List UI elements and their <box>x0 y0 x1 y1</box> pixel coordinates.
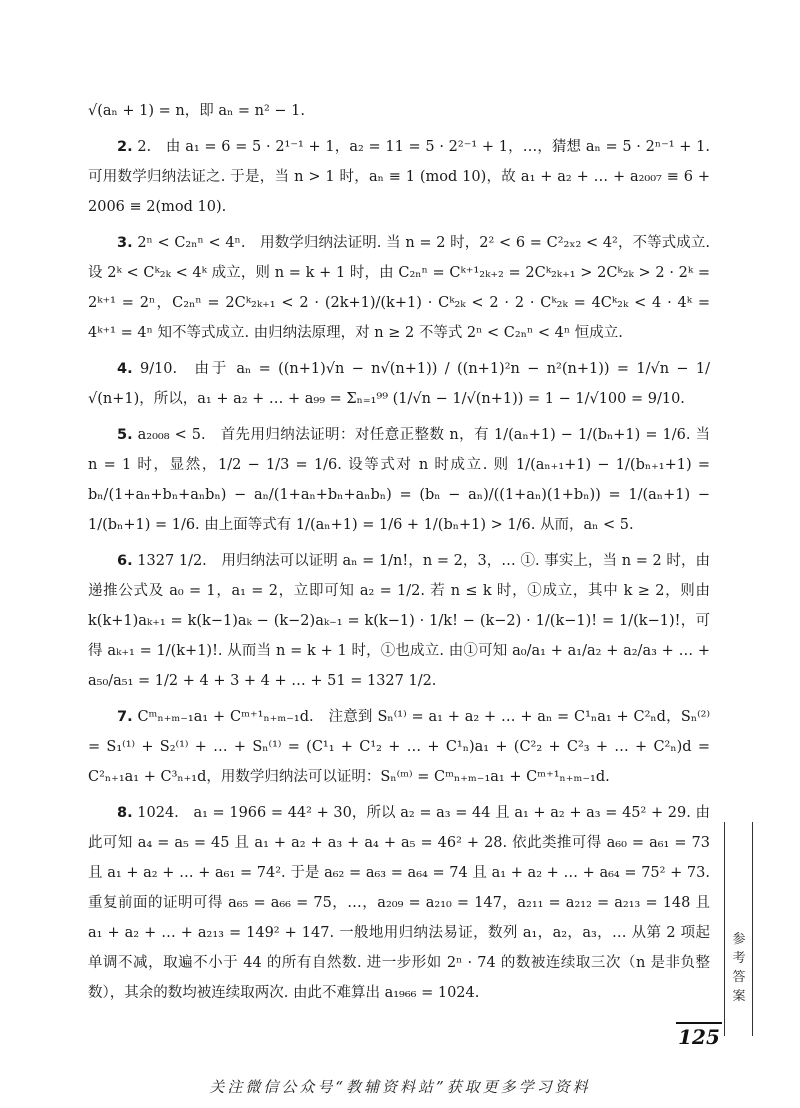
problem-text: 注意到 Sₙ⁽¹⁾ = a₁ + a₂ + … + aₙ = C¹ₙa₁ + C²ₙd，Sₙ⁽²⁾ = S₁⁽¹⁾ + S₂⁽¹⁾ + … + Sₙ⁽¹⁾ = (C¹₁ + C¹₂ + … + C¹ₙ)a₁ + (C²₂ + C²₃ + … + C²ₙ)d = C²ₙ₊₁a₁ + C³ₙ₊₁d，用数学归纳法可以证明：Sₙ⁽ᵐ⁾ = Cᵐₙ₊ₘ₋₁a₁ + Cᵐ⁺¹ₙ₊ₘ₋₁d. <box>88 709 711 785</box>
answer-section <box>88 96 710 1014</box>
problem-text: 用数学归纳法证明. 当 n = 2 时，2² < 6 = C²₂ₓ₂ < 4²，不等式成立. 设 2ᵏ < Cᵏ₂ₖ < 4ᵏ 成立，则 n = k + 1 时，由 C₂ₙⁿ = Cᵏ⁺¹₂ₖ₊₂ = 2Cᵏ₂ₖ₊₁ > 2Cᵏ₂ₖ > 2 · 2ᵏ = 2ᵏ⁺¹ = 2ⁿ，C₂ₙⁿ = 2Cᵏ₂ₖ₊₁ < 2 · (2k+1)/(k+1) · Cᵏ₂ₖ < 2 · 2 · Cᵏ₂ₖ = 4Cᵏ₂ₖ < 4 · 4ᵏ = 4ᵏ⁺¹ = 4ⁿ 知不等式成立. 由归纳法原理，对 n ≥ 2 不等式 2ⁿ < C₂ₙⁿ < 4ⁿ 恒成立. <box>88 235 711 341</box>
problem-4 <box>88 354 710 414</box>
problem-answer: 1327 1/2. <box>137 553 207 569</box>
side-divider-right <box>752 822 753 1036</box>
problem-5 <box>88 420 710 540</box>
problem-text: 由 a₁ = 6 = 5 · 2¹⁻¹ + 1，a₂ = 11 = 5 · 2²⁻¹ + 1，…，猜想 aₙ = 5 · 2ⁿ⁻¹ + 1. 可用数学归纳法证之. 于是，当 n > 1 时，aₙ ≡ 1 (mod 10)，故 a₁ + a₂ + … + a₂₀₀₇ ≡ 6 + 2006 ≡ 2(mod 10). <box>88 139 710 215</box>
page-number: 125 <box>676 1022 722 1050</box>
problem-number: 4. <box>117 361 133 377</box>
problem-text: 首先用归纳法证明：对任意正整数 n，有 1/(aₙ+1) − 1/(bₙ+1) = 1/6. 当 n = 1 时，显然，1/2 − 1/3 = 1/6. 设等式对 n 时成立. 则 1/(aₙ₊₁+1) − 1/(bₙ₊₁+1) = bₙ/(1+aₙ+bₙ+aₙbₙ) − aₙ/(1+aₙ+bₙ+aₙbₙ) = (bₙ − aₙ)/((1+aₙ)(1+bₙ)) = 1/(aₙ+1) − 1/(bₙ+1) = 1/6. 由上面等式有 1/(aₙ+1) = 1/6 + 1/(bₙ+1) > 1/6. 从而，aₙ < 5. <box>88 427 710 533</box>
problem-1-tail <box>88 96 710 126</box>
problem-2 <box>88 132 710 222</box>
section-side-label: 参考答案 <box>732 932 746 1004</box>
problem-text: √(aₙ + 1) = n，即 aₙ = n² − 1. <box>88 103 306 119</box>
problem-number: 3. <box>117 235 133 251</box>
problem-answer: Cᵐₙ₊ₘ₋₁a₁ + Cᵐ⁺¹ₙ₊ₘ₋₁d. <box>137 709 314 725</box>
problem-7 <box>88 702 710 792</box>
problem-number: 6. <box>117 553 133 569</box>
problem-text: a₁ = 1966 = 44² + 30，所以 a₂ = a₃ = 44 且 a₁ + a₂ + a₃ = 45² + 29. 由此可知 a₄ = a₅ = 45 且 a₁ + a₂ + a₃ + a₄ + a₅ = 46² + 28. 依此类推可得 a₆₀ = a₆₁ = 73 且 a₁ + a₂ + … + a₆₁ = 74². 于是 a₆₂ = a₆₃ = a₆₄ = 74 且 a₁ + a₂ + … + a₆₄ = 75² + 73. 重复前面的证明可得 a₆₅ = a₆₆ = 75，…，a₂₀₉ = a₂₁₀ = 147，a₂₁₁ = a₂₁₂ = a₂₁₃ = 148 且 a₁ + a₂ + … + a₂₁₃ = 149² + 147. 一般地用归纳法易证，数列 a₁，a₂，a₃，… 从第 2 项起单调不减，取遍不小于 44 的所有自然数. 进一步形如 2ⁿ · 74 的数被连续取三次（n 是非负整数），其余的数均被连续取两次. 由此不难算出 a₁₉₆₆ = 1024. <box>88 805 710 1001</box>
problem-answer: 1024. <box>137 805 179 821</box>
problem-6 <box>88 546 710 696</box>
problem-3 <box>88 228 710 348</box>
problem-answer: 2. <box>137 139 152 155</box>
problem-number: 2. <box>117 139 133 155</box>
problem-answer: 9/10. <box>139 361 178 377</box>
problem-text: 用归纳法可以证明 aₙ = 1/n!，n = 2，3，… ①. 事实上，当 n = 2 时，由递推公式及 a₀ = 1，a₁ = 2，立即可知 a₂ = 1/2. 若 n ≤ k 时，①成立，其中 k ≥ 2，则由 k(k+1)aₖ₊₁ = k(k−1)aₖ − (k−2)aₖ₋₁ = k(k−1) · 1/k! − (k−2) · 1/(k−1)! = 1/(k−1)!，可得 aₖ₊₁ = 1/(k+1)!. 从而当 n = k + 1 时，①也成立. 由①可知 a₀/a₁ + a₁/a₂ + a₂/a₃ + … + a₅₀/a₅₁ = 1/2 + 4 + 3 + 4 + … + 51 = 1327 1/2. <box>88 553 711 689</box>
problem-answer: 2ⁿ < C₂ₙⁿ < 4ⁿ. <box>137 235 246 251</box>
side-divider-left <box>724 822 725 1036</box>
problem-number: 5. <box>117 427 133 443</box>
footer-note: 关注微信公众号“教辅资料站”获取更多学习资料 <box>209 1078 591 1096</box>
problem-text: 由于 aₙ = ((n+1)√n − n√(n+1)) / ((n+1)²n − n²(n+1)) = 1/√n − 1/√(n+1)，所以，a₁ + a₂ + … + a₉₉ = Σₙ₌₁⁹⁹ (1/√n − 1/√(n+1)) = 1 − 1/√100 = 9/10. <box>88 361 711 407</box>
problem-8 <box>88 798 710 1008</box>
problem-number: 7. <box>117 709 133 725</box>
problem-answer: a₂₀₀₈ < 5. <box>137 427 206 443</box>
problem-number: 8. <box>117 805 133 821</box>
